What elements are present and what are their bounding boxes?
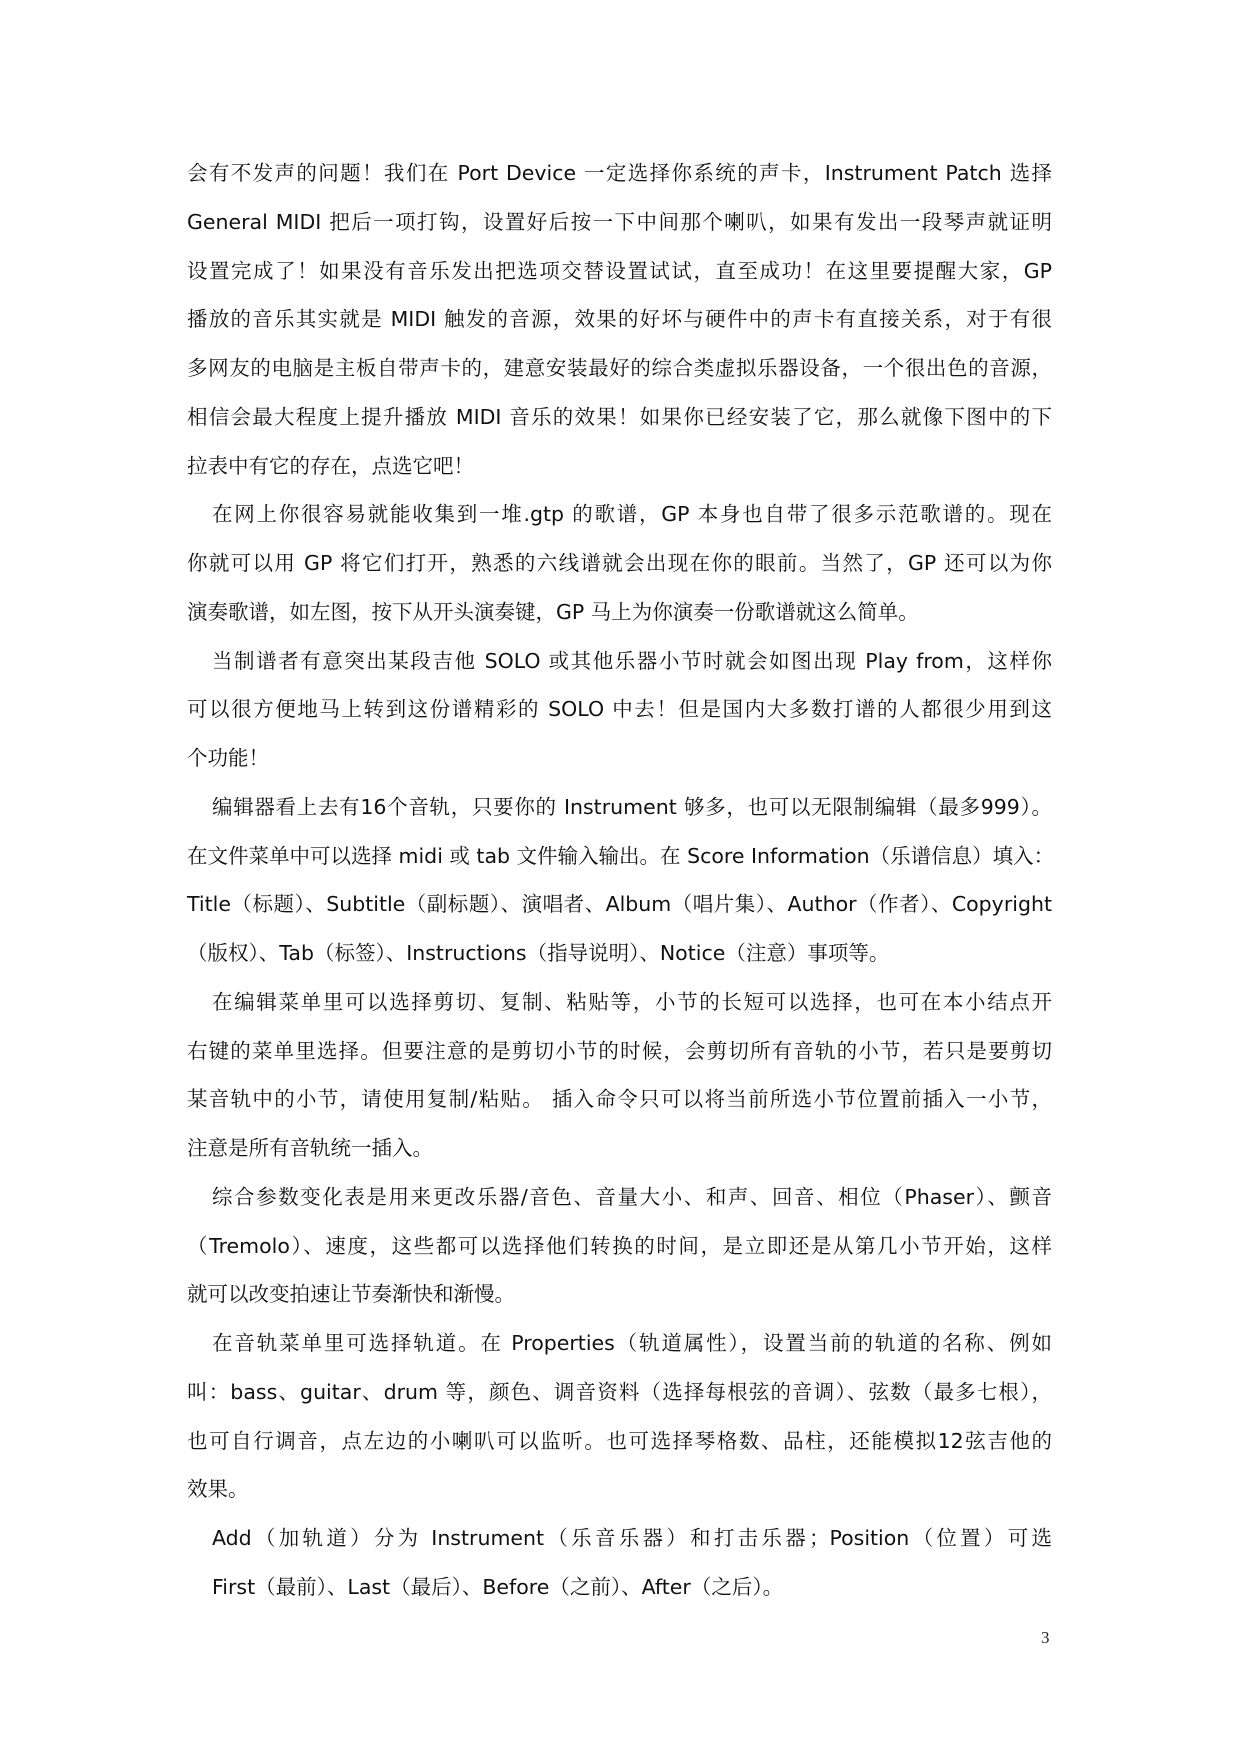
text-line: 综合参数变化表是用来更改乐器/音色、音量大小、和声、回音、相位（Phaser）、颤音 — [212, 1184, 1052, 1209]
text-line: 设置完成了！如果没有音乐发出把选项交替设置试试，直至成功！在这里要提醒大家，GP — [187, 258, 1052, 283]
text-line: 可以很方便地马上转到这份谱精彩的 SOLO 中去！但是国内大多数打谱的人都很少用到这 — [187, 697, 1052, 722]
text-line: 在音轨菜单里可选择轨道。在 Properties（轨道属性），设置当前的轨道的名称、例如 — [212, 1331, 1052, 1355]
text-line: 就可以改变拍速让节奏渐快和渐慢。 — [187, 1282, 515, 1307]
text-line: 演奏歌谱，如左图，按下从开头演奏键，GP 马上为你演奏一份歌谱就这么简单。 — [187, 599, 919, 624]
text-line: 也可自行调音，点左边的小喇叭可以监听。也可选择琴格数、品柱，还能模拟12弦吉他的 — [187, 1428, 1052, 1453]
text-line: 播放的音乐其实就是 MIDI 触发的音源，效果的好坏与硬件中的声卡有直接关系，对于有很 — [187, 307, 1052, 332]
text-line: 多网友的电脑是主板自带声卡的，建意安装最好的综合类虚拟乐器设备，一个很出色的音源， — [187, 356, 1052, 380]
text-line: First（最前）、Last（最后）、Before（之前）、After（之后）。 — [212, 1574, 784, 1599]
text-line: 注意是所有音轨统一插入。 — [187, 1136, 433, 1160]
text-line: 右键的菜单里选择。但要注意的是剪切小节的时候，会剪切所有音轨的小节，若只是要剪切 — [187, 1038, 1052, 1063]
text-line: 叫：bass、guitar、drum 等，颜色、调音资料（选择每根弦的音调）、弦数（最多七根）， — [187, 1379, 1052, 1404]
text-line: 在网上你很容易就能收集到一堆.gtp 的歌谱，GP 本身也自带了很多示范歌谱的。现在 — [212, 502, 1052, 527]
text-line: 某音轨中的小节，请使用复制/粘贴。 插入命令只可以将当前所选小节位置前插入一小节， — [187, 1087, 1052, 1112]
text-line: General MIDI 把后一项打钩，设置好后按一下中间那个喇叭，如果有发出一段琴声就证明 — [187, 209, 1052, 234]
text-line: Title（标题）、Subtitle（副标题）、演唱者、Album（唱片集）、Author（作者）、Copyright — [187, 892, 1052, 917]
text-line: 个功能！ — [187, 746, 269, 770]
text-line: 编辑器看上去有16个音轨，只要你的 Instrument 够多，也可以无限制编辑（最多999）。 — [212, 794, 1052, 819]
text-line: 你就可以用 GP 将它们打开，熟悉的六线谱就会出现在你的眼前。当然了，GP 还可以为你 — [187, 551, 1052, 575]
text-line: 在编辑菜单里可以选择剪切、复制、粘贴等，小节的长短可以选择，也可在本小结点开 — [212, 989, 1052, 1014]
text-line: 效果。 — [187, 1477, 249, 1502]
text-line: 当制谱者有意突出某段吉他 SOLO 或其他乐器小节时就会如图出现 Play from，这样你 — [212, 648, 1052, 673]
text-line: 会有不发声的问题！我们在 Port Device 一定选择你系统的声卡，Instrument Patch 选择 — [187, 161, 1052, 185]
text-line: （Tremolo）、速度，这些都可以选择他们转换的时间，是立即还是从第几小节开始，这样 — [187, 1233, 1052, 1258]
text-line: 拉表中有它的存在，点选它吧！ — [187, 453, 474, 478]
text-line: （版权）、Tab（标签）、Instructions（指导说明）、Notice（注意）事项等。 — [187, 941, 890, 965]
text-line: Add（加轨道）分为 Instrument（乐音乐器）和打击乐器；Position（位置）可选 — [212, 1526, 1052, 1550]
page-number: 3 — [1041, 1628, 1050, 1647]
text-line: 相信会最大程度上提升播放 MIDI 音乐的效果！如果你已经安装了它，那么就像下图中的下 — [187, 404, 1052, 429]
text-line: 在文件菜单中可以选择 midi 或 tab 文件输入输出。在 Score Information（乐谱信息）填入： — [187, 843, 1055, 868]
